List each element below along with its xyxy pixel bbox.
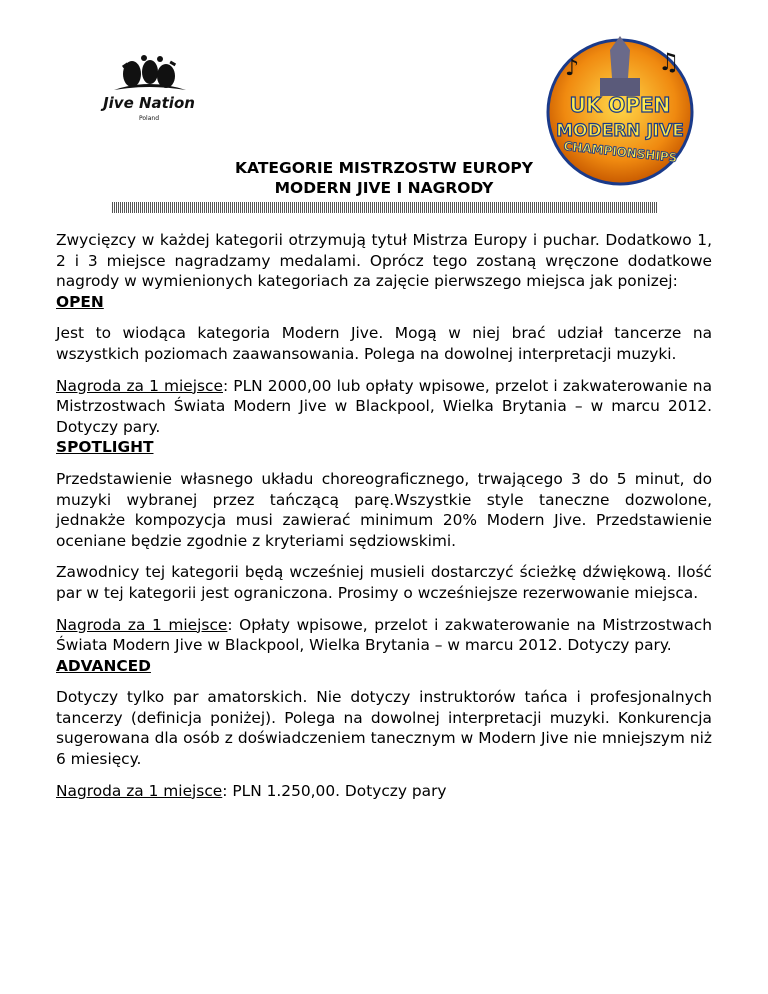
spotlight-prize-text: : Opłaty wpisowe, przelot i zakwaterowanie na Mistrzostwach Świata Modern Jive w Blackpool, Wielka Brytania – w marcu 2012. Dotyczy pary.: [56, 615, 712, 655]
svg-text:♪: ♪: [565, 56, 580, 81]
decorative-divider: [112, 202, 658, 213]
advanced-description: Dotyczy tylko par amatorskich. Nie dotyczy instruktorów tańca i profesjonalnych tancerzy (definicja poniżej). Polega na dowolnej interpretacji muzyki. Konkurencja sugerowana dla osób z doświadczeniem tanecznym w Modern Jive nie mniejszym niż 6 miesięcy.: [56, 688, 712, 769]
advanced-prize: [56, 781, 712, 802]
logo-right-line1: UK OPEN: [569, 93, 671, 117]
spotlight-description-2: Zawodnicy tej kategorii będą wcześniej musieli dostarczyć ścieżkę dźwiękową. Ilość par w tej kategorii jest ograniczona. Prosimy o wcześniejsze rezerwowanie miejsca.: [56, 563, 712, 602]
open-prize-text: : PLN 2000,00 lub opłaty wpisowe, przelot i zakwaterowanie na Mistrzostwach Świata Modern Jive w Blackpool, Wielka Brytania – w marcu 2012. Dotyczy pary.: [56, 376, 712, 436]
spotlight-prize: [56, 615, 712, 656]
intro-paragraph: Zwycięzcy w każdej kategorii otrzymują tytuł Mistrza Europy i puchar. Dodatkowo 1, 2 i 3 miejsce nagradzamy medalami. Oprócz tego zostaną wręczone dodatkowe nagrody w wymienionych kategoriach za zajęcie pierwszego miejsca jak ponizej:: [56, 231, 712, 291]
svg-text:♫: ♫: [658, 48, 680, 76]
advanced-prize-text: : PLN 1.250,00. Dotyczy pary: [222, 781, 447, 800]
document-body: [56, 230, 712, 801]
spotlight-description-1: Przedstawienie własnego układu choreograficznego, trwającego 3 do 5 minut, do muzyki wybranej przez tańczącą parę.Wszystkie style taneczne dozwolone, jednakże kompozycja musi zawierać minimum 20% Modern Jive. Przedstawienie oceniane będzie zgodnie z kryteriami sędziowskimi.: [56, 469, 712, 550]
open-heading: OPEN: [56, 292, 104, 311]
advanced-heading: ADVANCED: [56, 656, 151, 675]
jive-nation-logo: [74, 50, 224, 125]
prize-label: Nagroda za 1 miejsce: [56, 615, 228, 634]
logo-left-text: Jive Nation: [103, 94, 195, 112]
spotlight-heading: SPOTLIGHT: [56, 438, 154, 457]
page-title-line1: KATEGORIE MISTRZOSTW EUROPY: [235, 159, 533, 177]
logo-right-line3: CHAMPIONSHIPS: [562, 139, 678, 165]
logo-left-sub: Poland: [138, 115, 160, 122]
prize-label: Nagroda za 1 miejsce: [56, 781, 223, 800]
page-title-line2: MODERN JIVE I NAGRODY: [274, 179, 494, 197]
prize-label: Nagroda za 1 miejsce: [56, 376, 223, 395]
logo-right-line2: MODERN JIVE: [556, 121, 684, 141]
open-prize: [56, 376, 712, 438]
open-description: Jest to wiodąca kategoria Modern Jive. Mogą w niej brać udział tancerze na wszystkich poziomach zaawansowania. Polega na dowolnej interpretacji muzyki.: [56, 324, 712, 363]
